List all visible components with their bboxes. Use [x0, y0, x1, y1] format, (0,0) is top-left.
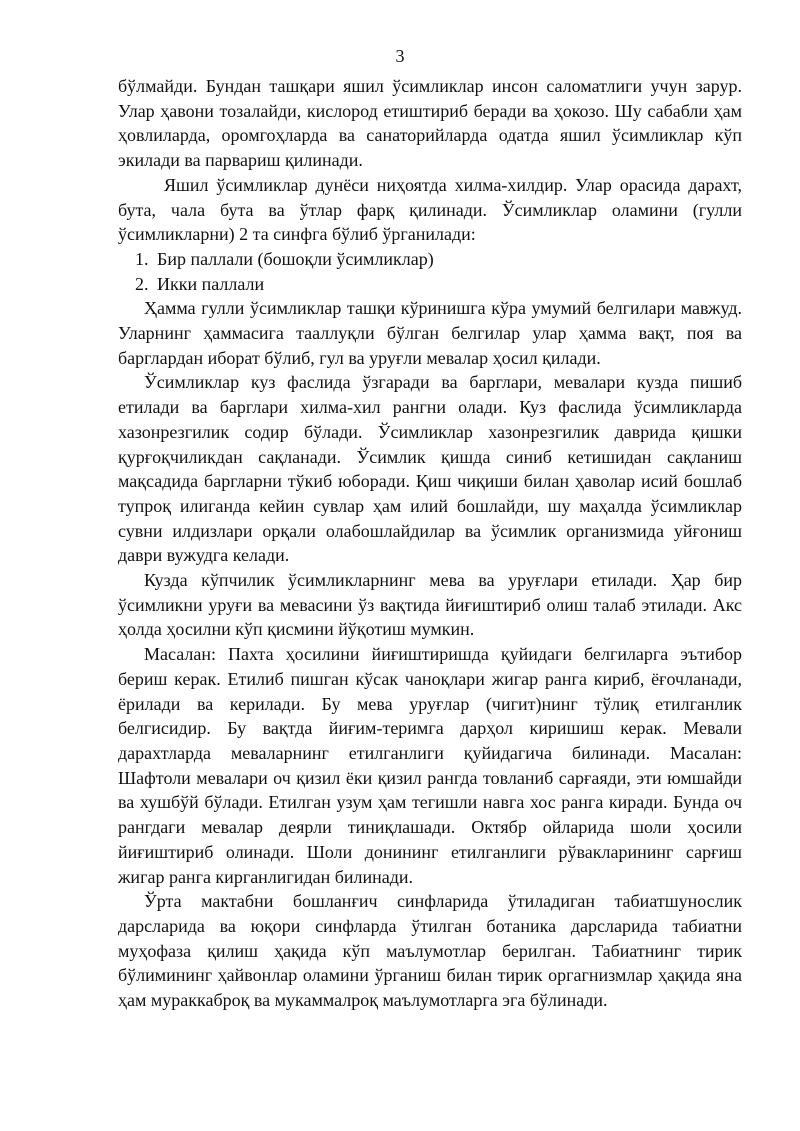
paragraph: Кузда кўпчилик ўсимликларнинг мева ва уруғлари етилади. Ҳар бир ўсимликни уруғи ва мевасини ўз вақтида йиғиштириб олиш талаб этилади. Акс ҳолда ҳосилни кўп қисмини йўқотиш мумкин.: [118, 570, 742, 640]
paragraph: Масалан: Пахта ҳосилини йиғиштиришда қуйидаги белгиларга эътибор бериш керак. Етилиб пишган кўсак чаноқлари жигар ранга кириб, ёғочланади, ёрилади ва керилади. Бу мева уруғлар (чигит)нинг тўлиқ етилганлик белгисидир. Бу вақтда йиғим-теримга дарҳол киришиш керак. Мевали дарахтларда меваларнинг етилганлиги қуйидагича билинади. Масалан: Шафтоли мевалари оч қизил ёки қизил рангда товланиб сарғаяди, эти юмшайди ва хушбўй бўлади. Етилган узум ҳам тегишли навга хос ранга киради. Бунда оч рангдаги мевалар деярли тиниқлашади. Октябр ойларида шоли ҳосили йиғиштириб олинади. Шоли донининг етилганлиги рўвакларининг сарғиш жигар ранга кирганлигидан билинади.: [118, 644, 742, 887]
list-item: [118, 272, 742, 297]
page-number: 3: [395, 46, 405, 66]
list-item: [118, 247, 742, 272]
paragraph: бўлмайди. Бундан ташқари яшил ўсимликлар инсон саломатлиги учун зарур. Улар ҳавони тозалайди, кислород етиштириб беради ва ҳокозо. Шу сабабли ҳам ҳовлиларда, оромгоҳларда ва санаторийларда одатда яшил ўсимликлар кўп экилади ва парвариш қилинади.: [118, 76, 742, 171]
paragraph: Ўрта мактабни бошланғич синфларида ўтиладиган табиатшунослик дарсларида ва юқори синфларда ўтилган ботаника дарсларида табиатни муҳофаза қилиш ҳақида кўп маълумотлар берилган. Табиатнинг тирик бўлимининг ҳайвонлар оламини ўрганиш билан тирик оргагнизмлар ҳақида яна ҳам мураккаброқ ва мукаммалроқ маълумотларга эга бўлинади.: [118, 891, 742, 1011]
paragraph: Ўсимликлар куз фаслида ўзгаради ва барглари, мевалари кузда пишиб етилади ва барглари хилма-хил рангни олади. Куз фаслида ўсимликларда хазонрезгилик содир бўлади. Ўсимликлар хазонрезгилик даврида қишки қурғоқчиликдан сақланади. Ўсимлик қишда синиб кетишидан сақланиш мақсадида баргларни тўкиб юборади. Қиш чиқиши билан ҳаволар исий бошлаб тупроқ илиганда кейин сувлар ҳам илий бошлайди, шу маҳалда ўсимликлар сувни илдизлари орқали олабошлайдилар ва ўсимлик организмида уйғониш даври вужудга келади.: [118, 372, 742, 566]
document-body: [118, 74, 742, 1013]
numbered-list: [118, 247, 742, 296]
paragraph: Яшил ўсимликлар дунёси ниҳоятда хилма-хилдир. Улар орасида дарахт, бута, чала бута ва ўтлар фарқ қилинади. Ўсимликлар оламини (гулли ўсимликларни) 2 та синфга бўлиб ўрганилади:: [118, 174, 742, 245]
list-item-text: Бир паллали (бошоқли ўсимликлар): [157, 248, 434, 269]
list-item-number: 1.: [135, 248, 149, 269]
list-item-text: Икки паллали: [157, 273, 265, 294]
list-item-number: 2.: [135, 273, 149, 294]
paragraph: Ҳамма гулли ўсимликлар ташқи кўринишга кўра умумий белгилари мавжуд. Уларнинг ҳаммасига тааллуқли бўлган белгилар улар ҳамма вақт, поя ва барглардан иборат бўлиб, гул ва уруғли мевалар ҳосил қилади.: [118, 298, 742, 368]
